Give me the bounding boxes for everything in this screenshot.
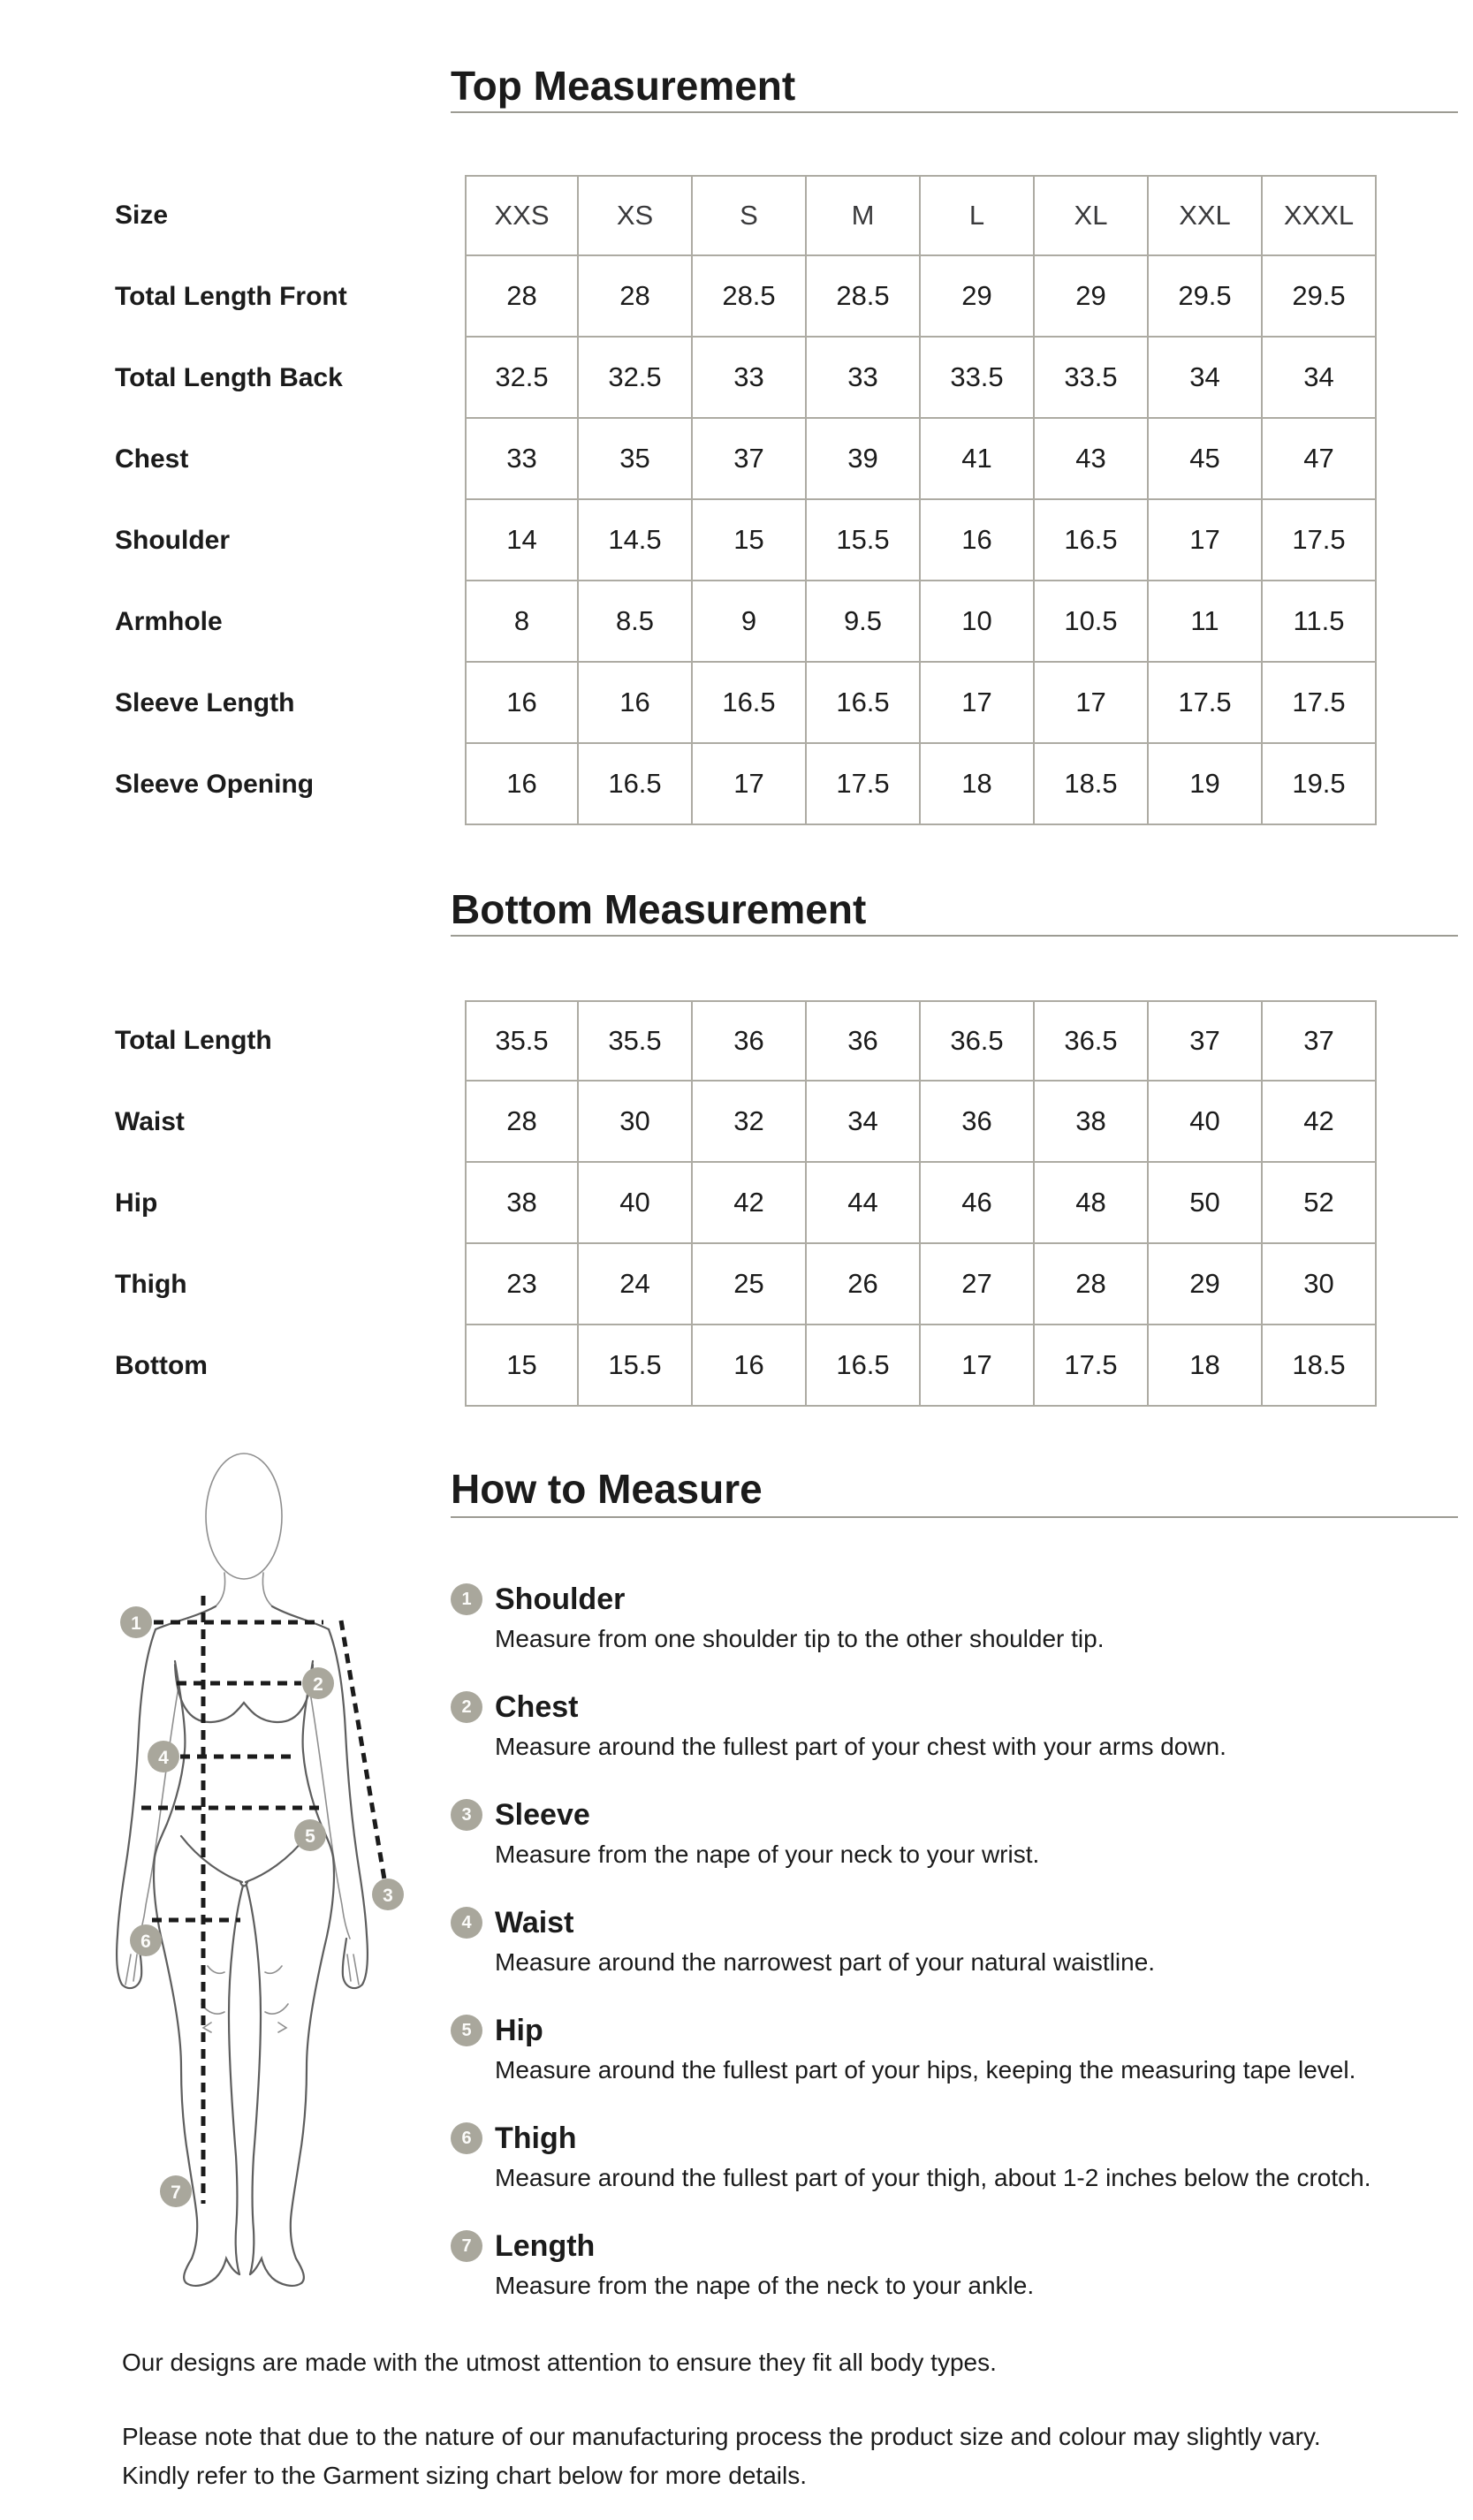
value-cell: 35.5 bbox=[465, 1000, 579, 1082]
how-to-item-thigh bbox=[451, 2121, 1370, 2193]
value-cell: 29.5 bbox=[1263, 256, 1377, 338]
value-cell: 47 bbox=[1263, 419, 1377, 500]
footer-line: Kindly refer to the Garment sizing chart below for more details. bbox=[122, 2462, 808, 2489]
figure-hip-line bbox=[181, 1836, 307, 1886]
value-cell: 18.5 bbox=[1035, 744, 1149, 825]
value-cell: 45 bbox=[1149, 419, 1263, 500]
figure-badge-5 bbox=[294, 1819, 326, 1851]
figure-badge-6 bbox=[130, 1924, 162, 1956]
how-to-item-waist bbox=[451, 1905, 1370, 1977]
value-cell: 16 bbox=[693, 1325, 807, 1407]
value-cell: 15 bbox=[693, 500, 807, 581]
value-cell: 17 bbox=[1035, 663, 1149, 744]
value-cell: 42 bbox=[1263, 1082, 1377, 1163]
figure-hand-right bbox=[347, 1955, 359, 1985]
figure-leg-inner-left bbox=[229, 1886, 243, 2274]
value-cell: 40 bbox=[1149, 1082, 1263, 1163]
value-cell: 36 bbox=[921, 1082, 1035, 1163]
value-cell: 14 bbox=[465, 500, 579, 581]
value-cell: 44 bbox=[807, 1163, 921, 1244]
value-cell: 10 bbox=[921, 581, 1035, 663]
footer-note-fit bbox=[122, 2343, 997, 2382]
value-cell: 16 bbox=[465, 744, 579, 825]
value-cell: 35 bbox=[579, 419, 693, 500]
value-cell: 35.5 bbox=[579, 1000, 693, 1082]
value-cell: 18 bbox=[921, 744, 1035, 825]
value-cell: 17 bbox=[921, 663, 1035, 744]
value-cell: 9 bbox=[693, 581, 807, 663]
value-cell: 36.5 bbox=[921, 1000, 1035, 1082]
how-to-item-title: Shoulder bbox=[495, 1583, 626, 1616]
how-to-measure-title: How to Measure bbox=[451, 1466, 763, 1512]
value-cell: 15 bbox=[465, 1325, 579, 1407]
figure-neck-left bbox=[216, 1573, 225, 1606]
row-label: Total Length Front bbox=[115, 282, 347, 311]
value-cell: 30 bbox=[579, 1082, 693, 1163]
value-cell: 37 bbox=[1149, 1000, 1263, 1082]
svg-text:5: 5 bbox=[305, 1826, 315, 1847]
value-cell: 29.5 bbox=[1149, 256, 1263, 338]
figure-knee-right bbox=[265, 1966, 288, 2032]
how-to-item-content bbox=[495, 1689, 1370, 1762]
bottom-measurement-table bbox=[115, 1000, 1377, 1407]
body-outline bbox=[117, 1454, 368, 2286]
how-to-item-content bbox=[495, 1905, 1370, 1977]
value-cell: 17.5 bbox=[807, 744, 921, 825]
figure-foot-left bbox=[184, 2258, 239, 2286]
how-to-item-description: Measure from the nape of your neck to your wrist. bbox=[495, 1841, 1040, 1868]
step-number-badge: 5 bbox=[451, 2015, 482, 2046]
value-cell: 8 bbox=[465, 581, 579, 663]
value-cell: 33 bbox=[693, 338, 807, 419]
svg-text:3: 3 bbox=[383, 1886, 393, 1906]
value-cell: 28 bbox=[1035, 1244, 1149, 1325]
how-to-item-description: Measure around the fullest part of your thigh, about 1-2 inches below the crotch. bbox=[495, 2164, 1371, 2191]
size-header-cell: XXS bbox=[465, 175, 579, 256]
value-cell: 36 bbox=[807, 1000, 921, 1082]
value-cell: 10.5 bbox=[1035, 581, 1149, 663]
how-to-item-description: Measure around the narrowest part of your natural waistline. bbox=[495, 1948, 1156, 1976]
value-cell: 16 bbox=[465, 663, 579, 744]
value-cell: 38 bbox=[465, 1163, 579, 1244]
row-label: Total Length Back bbox=[115, 363, 343, 392]
row-label: Size bbox=[115, 201, 169, 230]
figure-head bbox=[206, 1454, 282, 1579]
how-to-item-chest bbox=[451, 1689, 1370, 1762]
value-cell: 48 bbox=[1035, 1163, 1149, 1244]
value-cell: 9.5 bbox=[807, 581, 921, 663]
how-to-item-title: Sleeve bbox=[495, 1798, 590, 1832]
footer-note-manufacturing bbox=[122, 2418, 1321, 2495]
value-cell: 18.5 bbox=[1263, 1325, 1377, 1407]
value-cell: 37 bbox=[1263, 1000, 1377, 1082]
value-cell: 24 bbox=[579, 1244, 693, 1325]
value-cell: 32 bbox=[693, 1082, 807, 1163]
measure-line-sleeve bbox=[341, 1621, 384, 1879]
value-cell: 30 bbox=[1263, 1244, 1377, 1325]
figure-foot-right bbox=[250, 2258, 304, 2286]
step-number-badge: 7 bbox=[451, 2230, 482, 2262]
value-cell: 36.5 bbox=[1035, 1000, 1149, 1082]
value-cell: 34 bbox=[807, 1082, 921, 1163]
footer-line: Our designs are made with the utmost attention to ensure they fit all body types. bbox=[122, 2349, 997, 2376]
step-number-badge: 1 bbox=[451, 1583, 482, 1615]
value-cell: 50 bbox=[1149, 1163, 1263, 1244]
figure-badges bbox=[120, 1606, 404, 2207]
svg-text:1: 1 bbox=[131, 1613, 141, 1634]
value-cell: 16 bbox=[579, 663, 693, 744]
value-cell: 33.5 bbox=[1035, 338, 1149, 419]
step-number-badge: 6 bbox=[451, 2122, 482, 2154]
size-header-cell: L bbox=[921, 175, 1035, 256]
value-cell: 34 bbox=[1149, 338, 1263, 419]
value-cell: 14.5 bbox=[579, 500, 693, 581]
svg-text:7: 7 bbox=[171, 2182, 181, 2203]
row-label: Shoulder bbox=[115, 526, 231, 555]
top-section-divider bbox=[451, 111, 1458, 113]
value-cell: 29 bbox=[921, 256, 1035, 338]
value-cell: 32.5 bbox=[465, 338, 579, 419]
size-header-cell: S bbox=[693, 175, 807, 256]
step-number-badge: 4 bbox=[451, 1907, 482, 1939]
value-cell: 28.5 bbox=[693, 256, 807, 338]
step-number-badge: 3 bbox=[451, 1799, 482, 1831]
value-cell: 11 bbox=[1149, 581, 1263, 663]
value-cell: 27 bbox=[921, 1244, 1035, 1325]
body-measurement-diagram bbox=[95, 1438, 424, 2300]
figure-arm-inner-right bbox=[308, 1682, 350, 1939]
body-figure-svg bbox=[95, 1438, 424, 2300]
figure-neck-right bbox=[262, 1573, 272, 1606]
value-cell: 38 bbox=[1035, 1082, 1149, 1163]
how-to-item-content bbox=[495, 1797, 1370, 1870]
svg-text:2: 2 bbox=[313, 1674, 323, 1695]
value-cell: 17 bbox=[921, 1325, 1035, 1407]
value-cell: 46 bbox=[921, 1163, 1035, 1244]
value-cell: 16.5 bbox=[1035, 500, 1149, 581]
footer-line: Please note that due to the nature of our manufacturing process the product size and colour may slightly vary. bbox=[122, 2423, 1321, 2450]
how-to-measure-list bbox=[451, 1582, 1370, 2336]
figure-leg-inner-right bbox=[247, 1886, 261, 2274]
value-cell: 28.5 bbox=[807, 256, 921, 338]
value-cell: 16.5 bbox=[807, 663, 921, 744]
value-cell: 17 bbox=[693, 744, 807, 825]
figure-badge-2 bbox=[302, 1667, 334, 1699]
how-to-item-title: Length bbox=[495, 2229, 596, 2263]
how-to-item-sleeve bbox=[451, 1797, 1370, 1870]
top-measurement-table bbox=[115, 175, 1377, 825]
how-to-item-content bbox=[495, 2228, 1370, 2301]
how-to-item-title: Hip bbox=[495, 2014, 543, 2047]
value-cell: 42 bbox=[693, 1163, 807, 1244]
figure-bust-line bbox=[175, 1665, 313, 1722]
how-to-item-content bbox=[495, 1582, 1370, 1654]
value-cell: 19.5 bbox=[1263, 744, 1377, 825]
value-cell: 34 bbox=[1263, 338, 1377, 419]
how-to-item-content bbox=[495, 2121, 1370, 2193]
row-label: Bottom bbox=[115, 1351, 208, 1380]
how-to-item-content bbox=[495, 2013, 1370, 2085]
size-header-cell: XS bbox=[579, 175, 693, 256]
value-cell: 15.5 bbox=[579, 1325, 693, 1407]
bottom-section-divider bbox=[451, 935, 1458, 937]
value-cell: 33 bbox=[807, 338, 921, 419]
how-to-section-divider bbox=[451, 1516, 1458, 1518]
value-cell: 37 bbox=[693, 419, 807, 500]
value-cell: 39 bbox=[807, 419, 921, 500]
value-cell: 16 bbox=[921, 500, 1035, 581]
value-cell: 17.5 bbox=[1035, 1325, 1149, 1407]
how-to-item-title: Waist bbox=[495, 1906, 574, 1939]
value-cell: 19 bbox=[1149, 744, 1263, 825]
size-header-cell: M bbox=[807, 175, 921, 256]
row-label: Chest bbox=[115, 444, 189, 474]
value-cell: 23 bbox=[465, 1244, 579, 1325]
value-cell: 32.5 bbox=[579, 338, 693, 419]
value-cell: 40 bbox=[579, 1163, 693, 1244]
row-label: Sleeve Opening bbox=[115, 770, 315, 799]
value-cell: 11.5 bbox=[1263, 581, 1377, 663]
step-number-badge: 2 bbox=[451, 1691, 482, 1723]
value-cell: 16.5 bbox=[693, 663, 807, 744]
how-to-item-description: Measure from the nape of the neck to your ankle. bbox=[495, 2272, 1035, 2299]
bottom-measurement-title: Bottom Measurement bbox=[451, 886, 867, 932]
how-to-item-description: Measure around the fullest part of your hips, keeping the measuring tape level. bbox=[495, 2056, 1356, 2084]
row-label: Armhole bbox=[115, 607, 223, 636]
row-label: Hip bbox=[115, 1188, 158, 1218]
value-cell: 28 bbox=[465, 256, 579, 338]
svg-text:6: 6 bbox=[140, 1932, 151, 1952]
value-cell: 15.5 bbox=[807, 500, 921, 581]
value-cell: 36 bbox=[693, 1000, 807, 1082]
value-cell: 16.5 bbox=[807, 1325, 921, 1407]
size-header-cell: XL bbox=[1035, 175, 1149, 256]
figure-shoulder-right bbox=[272, 1606, 329, 1629]
value-cell: 17.5 bbox=[1263, 663, 1377, 744]
how-to-item-shoulder bbox=[451, 1582, 1370, 1654]
value-cell: 26 bbox=[807, 1244, 921, 1325]
value-cell: 28 bbox=[579, 256, 693, 338]
how-to-item-length bbox=[451, 2228, 1370, 2301]
how-to-item-title: Thigh bbox=[495, 2122, 577, 2155]
value-cell: 8.5 bbox=[579, 581, 693, 663]
figure-shoulder-left bbox=[156, 1606, 216, 1629]
value-cell: 52 bbox=[1263, 1163, 1377, 1244]
figure-leg-outer-right bbox=[291, 1857, 334, 2258]
figure-arm-inner-left bbox=[138, 1682, 179, 1939]
value-cell: 17.5 bbox=[1149, 663, 1263, 744]
top-measurement-title: Top Measurement bbox=[451, 63, 796, 109]
value-cell: 17 bbox=[1149, 500, 1263, 581]
figure-badge-3 bbox=[372, 1879, 404, 1910]
value-cell: 33.5 bbox=[921, 338, 1035, 419]
size-header-cell: XXL bbox=[1149, 175, 1263, 256]
how-to-item-title: Chest bbox=[495, 1690, 579, 1724]
figure-badge-1 bbox=[120, 1606, 152, 1638]
value-cell: 28 bbox=[465, 1082, 579, 1163]
value-cell: 33 bbox=[465, 419, 579, 500]
figure-hand-left bbox=[125, 1955, 137, 1985]
row-label: Thigh bbox=[115, 1270, 187, 1299]
row-label: Waist bbox=[115, 1107, 185, 1136]
size-header-cell: XXXL bbox=[1263, 175, 1377, 256]
row-label: Sleeve Length bbox=[115, 688, 295, 717]
how-to-item-description: Measure around the fullest part of your chest with your arms down. bbox=[495, 1733, 1226, 1760]
value-cell: 29 bbox=[1149, 1244, 1263, 1325]
svg-text:4: 4 bbox=[158, 1748, 169, 1768]
value-cell: 16.5 bbox=[579, 744, 693, 825]
row-label: Total Length bbox=[115, 1026, 272, 1055]
value-cell: 25 bbox=[693, 1244, 807, 1325]
how-to-item-hip bbox=[451, 2013, 1370, 2085]
figure-badge-7 bbox=[160, 2175, 192, 2207]
value-cell: 17.5 bbox=[1263, 500, 1377, 581]
value-cell: 18 bbox=[1149, 1325, 1263, 1407]
how-to-item-description: Measure from one shoulder tip to the other shoulder tip. bbox=[495, 1625, 1105, 1652]
value-cell: 41 bbox=[921, 419, 1035, 500]
value-cell: 43 bbox=[1035, 419, 1149, 500]
figure-badge-4 bbox=[148, 1741, 179, 1772]
value-cell: 29 bbox=[1035, 256, 1149, 338]
